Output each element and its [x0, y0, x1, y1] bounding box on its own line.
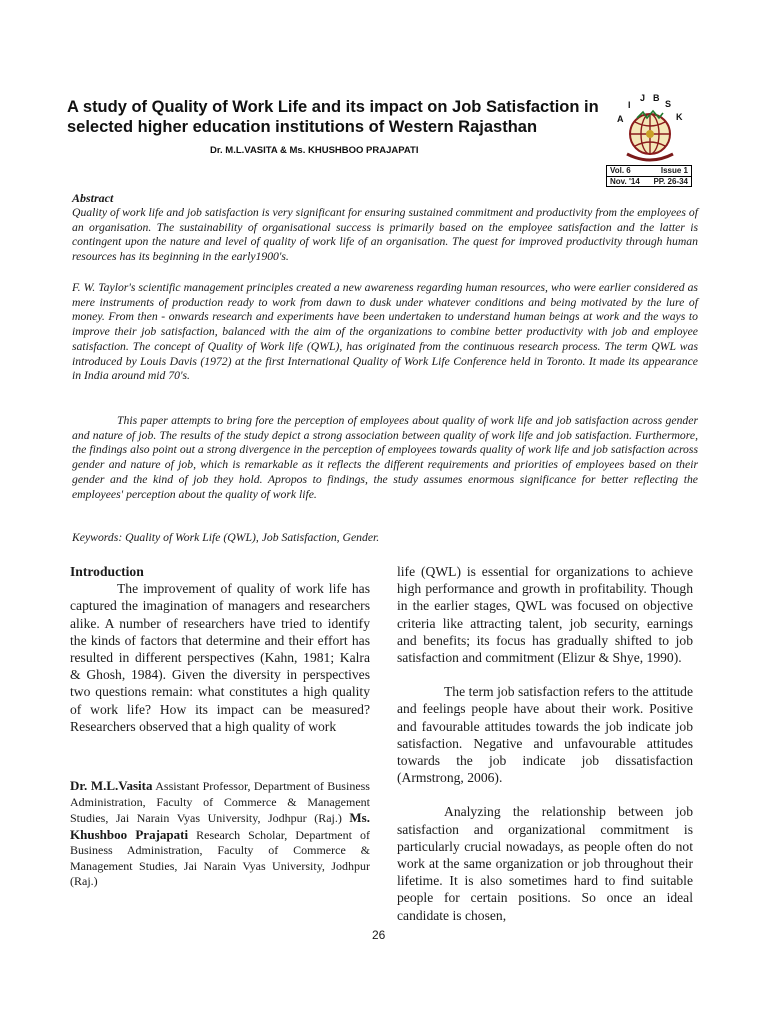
footnote-author-2: Ms. Khushboo Prajapati [70, 810, 370, 842]
abstract-paragraph-1: Quality of work life and job satisfaction is very significant for ensuring sustained commitment and productivity from the employees of an organisation. The sustainability of organisational success is primarily based on the employee satisfaction and the latter is contingent upon the nature and level of quality of work life of an organisation. The quest for improved productivity through human resources has its beginning in the early1900's. [72, 206, 698, 264]
abstract-heading: Abstract [72, 191, 114, 205]
page-range: PP. 26-34 [653, 177, 688, 186]
abstract-paragraph-3: This paper attempts to bring fore the perception of employees about quality of work life and job satisfaction across gender and nature of job. The results of the study depict a strong association between quality of work life and job satisfaction. Furthermore, the findings also point out a strong divergence in the perception of employees towards quality of work life and job satisfaction across gender and nature of job, which is remarkable as it reflects the different requirements and priorities of employees based on their gender and the kind of job they hold. Apropos to findings, the study assumes enormous significance for better reflecting the employees' perception about the quality of work life. [72, 414, 698, 501]
left-column [70, 563, 370, 735]
paper-title: A study of Quality of Work Life and its impact on Job Satisfaction in selected higher education institutions of Western Rajasthan [67, 98, 599, 136]
intro-paragraph-1: The improvement of quality of work life has captured the imagination of managers and researchers alike. A number of researchers have tried to identify the kinds of factors that determine and their effort has resulted in different perspectives (Kahn, 1981; Kalra & Ghosh, 1984). Given the diversity in perspectives two questions remain: what constitutes a high quality of work life? How its impact can be measured? Researchers observed that a high quality of work [70, 581, 370, 734]
introduction-heading: Introduction [70, 564, 144, 579]
footnote-author-1: Dr. M.L.Vasita [70, 778, 153, 793]
author-line: Dr. M.L.VASITA & Ms. KHUSHBOO PRAJAPATI [210, 145, 419, 156]
footnote-affiliation-1: Assistant Professor, Department of Business Administration, Faculty of Commerce & Management Studies, Jai Narain Vyas University, Jodhpur (Raj.) [70, 779, 370, 825]
author-footnote [70, 778, 370, 890]
logo-letter-a: A [617, 114, 624, 124]
logo-letter-j: J [640, 93, 646, 103]
right-paragraph-3: Analyzing the relationship between job satisfaction and organizational commitment is particularly crucial nowadays, as people often do not work at the same organization or job throughout their lifetime. It is also sometimes hard to find suitable people for certain positions. So once an ideal candidate is chosen, [397, 804, 693, 923]
logo-letter-k: K [676, 112, 683, 122]
right-paragraph-1: life (QWL) is essential for organizations to achieve high performance and growth in profitability. Though in the earlier stages, QWL was focused on objective criteria like attracting talent, job security, earnings and benefits; its focus has gradually shifted to job satisfaction and commitment (Elizur & Shye, 1990). [397, 564, 693, 666]
logo-letter-b: B [653, 93, 660, 103]
issue-number: Issue 1 [660, 166, 688, 175]
right-column [397, 563, 693, 924]
keywords: Keywords: Quality of Work Life (QWL), Job Satisfaction, Gender. [72, 531, 380, 544]
logo-letter-s: S [665, 99, 672, 109]
issue-date: Nov. '14 [610, 177, 640, 186]
right-paragraph-2: The term job satisfaction refers to the attitude and feelings people have about their work. Positive and favourable attitudes towards the job indicate job satisfaction. Negative and unfavourable attitudes towards the job indicate job dissatisfaction (Armstrong, 2006). [397, 684, 693, 786]
abstract-paragraph-2: F. W. Taylor's scientific management principles created a new awareness regarding human resources, who were earlier considered as mere instruments of production ready to work from dawn to dusk under whatever conditions and being motivated by the lure of money. From then - onwards research and experiments have been undertaken to understand human beings at work and the ways to improve their job satisfaction, balanced with the aim of the organizations to combine better productivity with job and employee satisfaction. The concept of Quality of Work life (QWL), has originated from the continuous research process. The term QWL was introduced by Louis Davis (1972) at the first International Quality of Work Life Conference held in Toronto. It made its appearance in India around mid 70's. [72, 281, 698, 383]
volume-number: Vol. 6 [610, 166, 631, 175]
journal-logo-icon [607, 92, 693, 164]
logo-letter-i: I [628, 100, 631, 110]
footnote-affiliation-2: Research Scholar, Department of Business Administration, Faculty of Commerce & Management Studies, Jai Narain Vyas University, Jodhpur (Raj.) [70, 827, 370, 888]
page-number: 26 [372, 928, 386, 942]
journal-volume-box [606, 165, 692, 187]
